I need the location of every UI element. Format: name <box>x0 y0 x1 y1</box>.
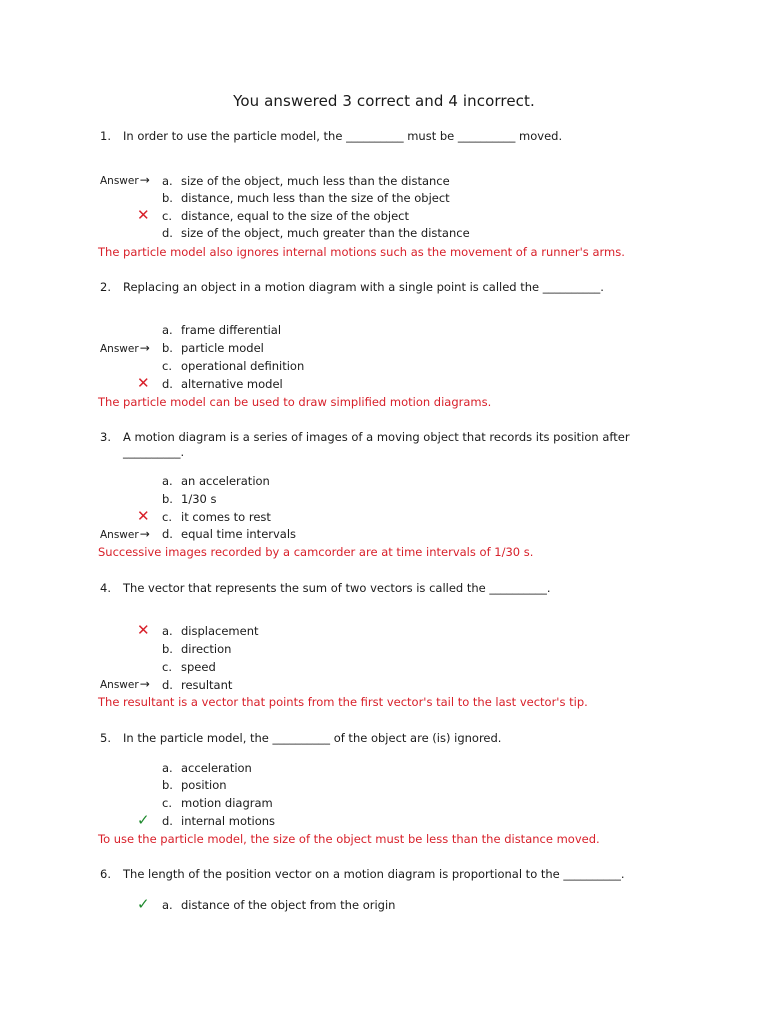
check-icon: ✓ <box>137 895 150 913</box>
option-letter: c. <box>162 796 172 810</box>
option-text: operational definition <box>181 359 305 373</box>
answer-label: Answer <box>100 175 139 187</box>
question-number: 2. <box>100 280 111 294</box>
option-text: direction <box>181 642 232 656</box>
question-text: Replacing an object in a motion diagram with a single point is called the __________. <box>123 280 604 294</box>
option-text: distance, equal to the size of the object <box>181 209 409 223</box>
option-text: motion diagram <box>181 796 273 810</box>
answer-indicator <box>100 527 150 543</box>
option-text: size of the object, much greater than the distance <box>181 226 470 240</box>
option-letter: a. <box>162 474 173 488</box>
option-letter: d. <box>162 377 173 391</box>
arrow-right-icon: → <box>139 677 150 691</box>
option-letter: c. <box>162 660 172 674</box>
option-letter: d. <box>162 678 173 692</box>
option-text: acceleration <box>181 761 252 775</box>
check-icon: ✓ <box>137 811 150 829</box>
option-letter: a. <box>162 174 173 188</box>
option-letter: d. <box>162 814 173 828</box>
option-text: alternative model <box>181 377 283 391</box>
option-text: equal time intervals <box>181 527 297 541</box>
option-letter: a. <box>162 761 173 775</box>
option-text: speed <box>181 660 216 674</box>
option-text: internal motions <box>181 814 276 828</box>
question-number: 6. <box>100 867 111 881</box>
question-number: 4. <box>100 581 111 595</box>
option-letter: b. <box>162 642 173 656</box>
option-text: an acceleration <box>181 474 270 488</box>
option-letter: a. <box>162 624 173 638</box>
answer-label: Answer <box>100 529 139 541</box>
option-text: particle model <box>181 341 264 355</box>
option-text: size of the object, much less than the distance <box>181 174 450 188</box>
option-letter: d. <box>162 527 173 541</box>
option-text: it comes to rest <box>181 510 271 524</box>
feedback-text: The particle model also ignores internal motions such as the movement of a runner's arms. <box>98 245 625 259</box>
answer-indicator <box>100 173 150 189</box>
question-number: 1. <box>100 129 111 143</box>
question-text: The vector that represents the sum of two vectors is called the __________. <box>123 581 551 595</box>
option-letter: c. <box>162 359 172 373</box>
option-text: displacement <box>181 624 259 638</box>
cross-icon: ✕ <box>137 206 150 224</box>
feedback-text: The particle model can be used to draw simplified motion diagrams. <box>98 395 492 409</box>
feedback-text: Successive images recorded by a camcorder are at time intervals of 1/30 s. <box>98 545 534 559</box>
question-text: In order to use the particle model, the __________ must be __________ moved. <box>123 129 563 143</box>
question-text: In the particle model, the __________ of the object are (is) ignored. <box>123 731 502 745</box>
arrow-right-icon: → <box>139 341 150 355</box>
option-letter: a. <box>162 898 173 912</box>
option-letter: b. <box>162 492 173 506</box>
question-number: 3. <box>100 430 111 444</box>
arrow-right-icon: → <box>139 527 150 541</box>
feedback-text: To use the particle model, the size of the object must be less than the distance moved. <box>98 832 600 846</box>
question-text: A motion diagram is a series of images of a moving object that records its position after __________. <box>123 430 630 459</box>
option-letter: c. <box>162 209 172 223</box>
option-letter: b. <box>162 341 173 355</box>
result-title: You answered 3 correct and 4 incorrect. <box>233 92 535 110</box>
cross-icon: ✕ <box>137 507 150 525</box>
answer-label: Answer <box>100 679 139 691</box>
arrow-right-icon: → <box>139 173 150 187</box>
option-letter: c. <box>162 510 172 524</box>
feedback-text: The resultant is a vector that points from the first vector's tail to the last vector's tip. <box>98 695 588 709</box>
option-text: distance of the object from the origin <box>181 898 396 912</box>
question-number: 5. <box>100 731 111 745</box>
option-text: distance, much less than the size of the object <box>181 191 450 205</box>
option-letter: d. <box>162 226 173 240</box>
answer-indicator <box>100 341 150 357</box>
option-letter: b. <box>162 778 173 792</box>
cross-icon: ✕ <box>137 621 150 639</box>
answer-label: Answer <box>100 343 139 355</box>
option-letter: b. <box>162 191 173 205</box>
option-text: resultant <box>181 678 233 692</box>
option-text: 1/30 s <box>181 492 217 506</box>
option-text: frame differential <box>181 323 282 337</box>
answer-indicator <box>100 677 150 693</box>
question-text: The length of the position vector on a motion diagram is proportional to the __________. <box>123 867 625 881</box>
option-letter: a. <box>162 323 173 337</box>
option-text: position <box>181 778 227 792</box>
cross-icon: ✕ <box>137 374 150 392</box>
